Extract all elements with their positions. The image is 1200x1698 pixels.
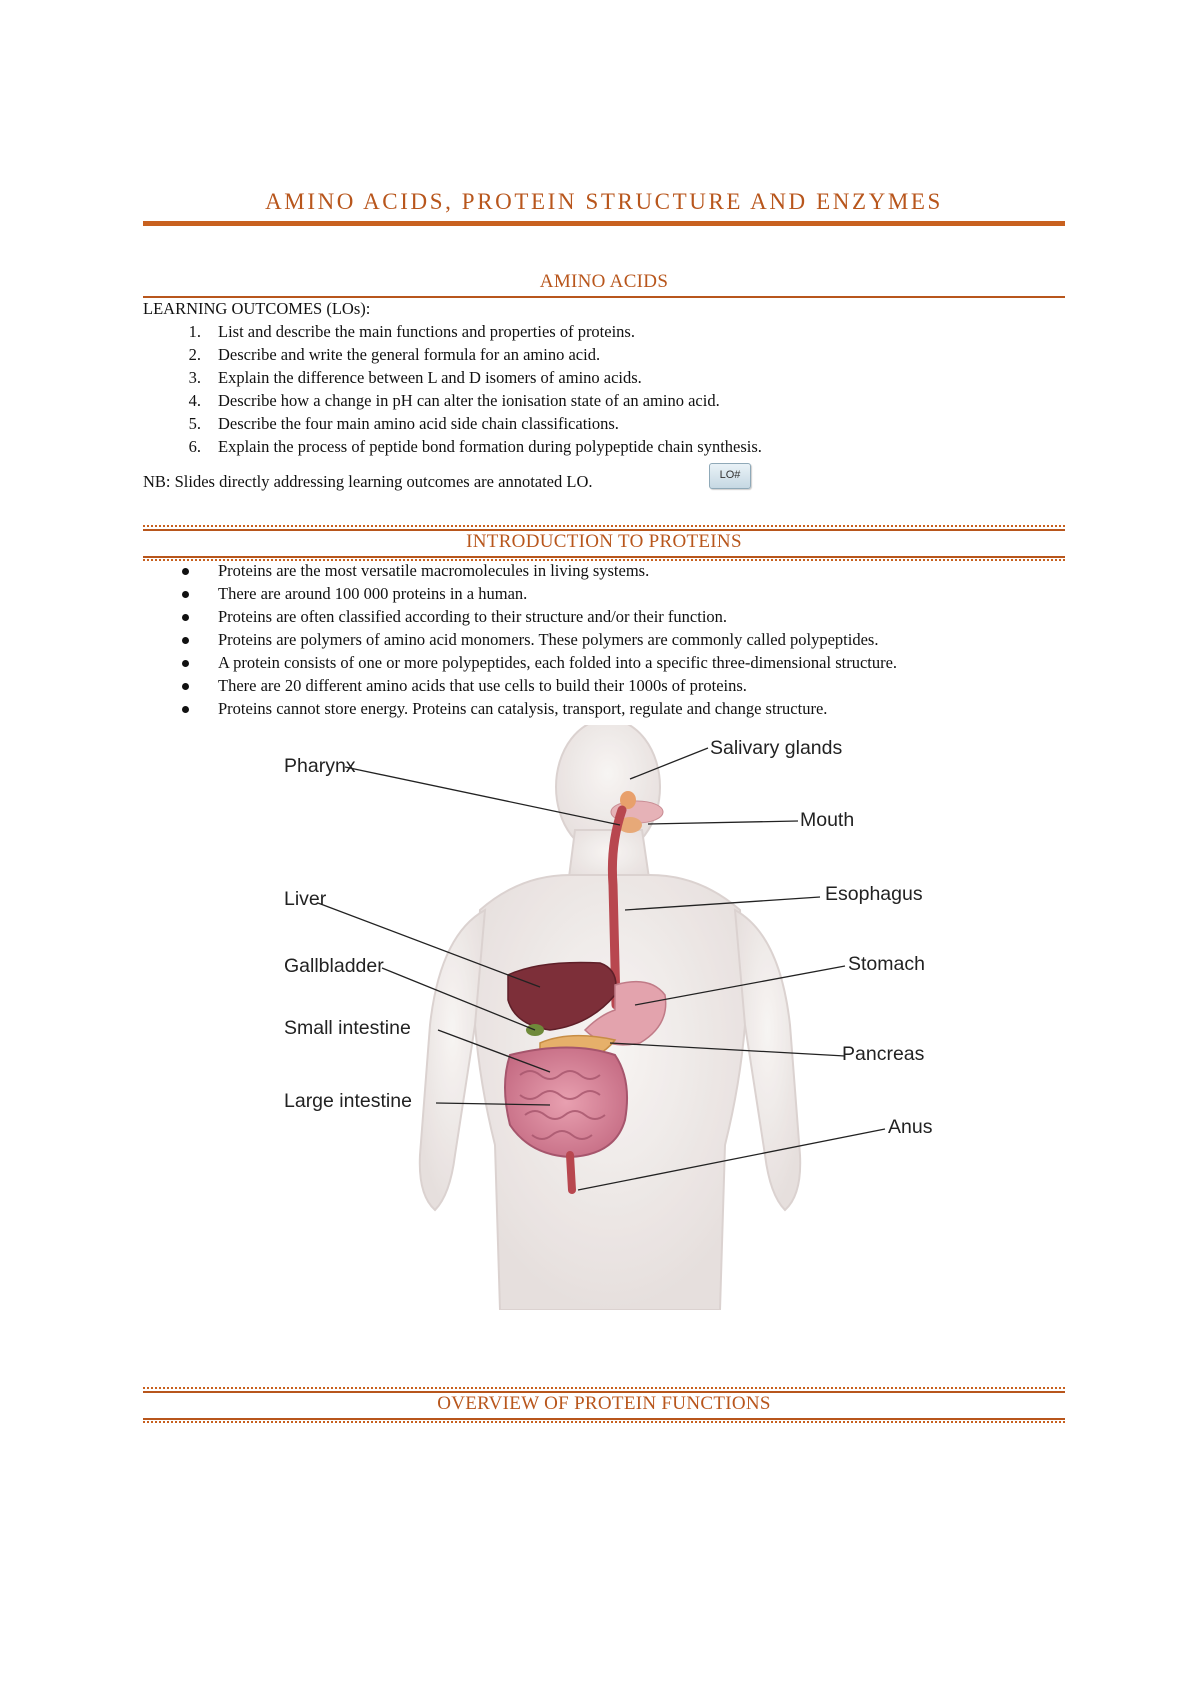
document-page: AMINO ACIDS, PROTEIN STRUCTURE AND ENZYMES AMINO ACIDS LEARNING OUTCOMES (LOs): 1. List and describe the main functions and properties of proteins. 2. Describe and write the general formula for an amino acid. 3. Explain the difference between L and D isomers of amino acids. 4. Describe how a change in pH can alter the ionisation state of an amino acid. 5. Describe the four main amino acid side chain classifications. 6. Explain the process of peptide bond formation during polypeptide chain synthesis. NB: Slides directly addressing learning outcomes are annotated LO. LO# INTRODUCTION TO PROTEINS Proteins are the most versatile macromolecules in living systems. There are around 100 000 proteins in a human. Proteins are often classified according to their structure and/or their function. Proteins are polymers of amino acid monomers. These polymers are commonly called polypeptides. A protein consists of one or more polypeptides, each folded into a specific three-dimensional structure. There are 20 different amino acids that use cells to build their 1000s of proteins. Proteins cannot store energy. Proteins can catalysis, transport, regulate and change structure. Pharynx Salivary glands Mouth Liver Esophagus Gallbladder Stomach Small intestine Pancreas Large intestine Anus OVERVIEW OF PROTEIN FUNCTIONS [0, 0, 1200, 1698]
bullet-icon [182, 683, 189, 690]
label-gallbladder: Gallbladder [284, 955, 384, 977]
label-esophagus: Esophagus [825, 883, 923, 905]
bullet-icon [182, 568, 189, 575]
section-rule-bottom [143, 1418, 1065, 1420]
lo-badge: LO# [709, 463, 751, 489]
bullet-icon [182, 706, 189, 713]
label-stomach: Stomach [848, 953, 925, 975]
label-salivary-glands: Salivary glands [710, 737, 843, 759]
section-rule [143, 296, 1065, 298]
label-small-intestine: Small intestine [284, 1017, 411, 1039]
title-rule [143, 221, 1065, 226]
label-pharynx: Pharynx [284, 755, 356, 777]
bullet-icon [182, 637, 189, 644]
label-mouth: Mouth [800, 809, 855, 831]
label-large-intestine: Large intestine [284, 1090, 412, 1112]
section-rule-top [143, 525, 1065, 527]
section-heading-amino-acids: AMINO ACIDS [539, 271, 669, 292]
label-liver: Liver [284, 888, 327, 910]
bullet-icon [182, 614, 189, 621]
bullet-icon [182, 591, 189, 598]
section-heading-protein-functions: OVERVIEW OF PROTEIN FUNCTIONS [437, 1393, 771, 1414]
bullet-icon [182, 660, 189, 667]
section-rule-bottom [143, 1421, 1065, 1423]
label-pancreas: Pancreas [842, 1043, 925, 1065]
rectum-organ [570, 1155, 572, 1190]
learning-outcomes-heading: LEARNING OUTCOMES (LOs): [143, 299, 371, 318]
document-title: AMINO ACIDS, PROTEIN STRUCTURE AND ENZYMES [265, 189, 943, 214]
nb-note: NB: Slides directly addressing learning outcomes are annotated LO. [143, 472, 593, 491]
intestines-organ [505, 1048, 627, 1158]
label-anus: Anus [888, 1116, 933, 1138]
section-heading-introduction: INTRODUCTION TO PROTEINS [466, 531, 742, 552]
digestive-system-figure [270, 725, 950, 1310]
section-rule-top [143, 1387, 1065, 1389]
section-rule-bottom [143, 556, 1065, 558]
